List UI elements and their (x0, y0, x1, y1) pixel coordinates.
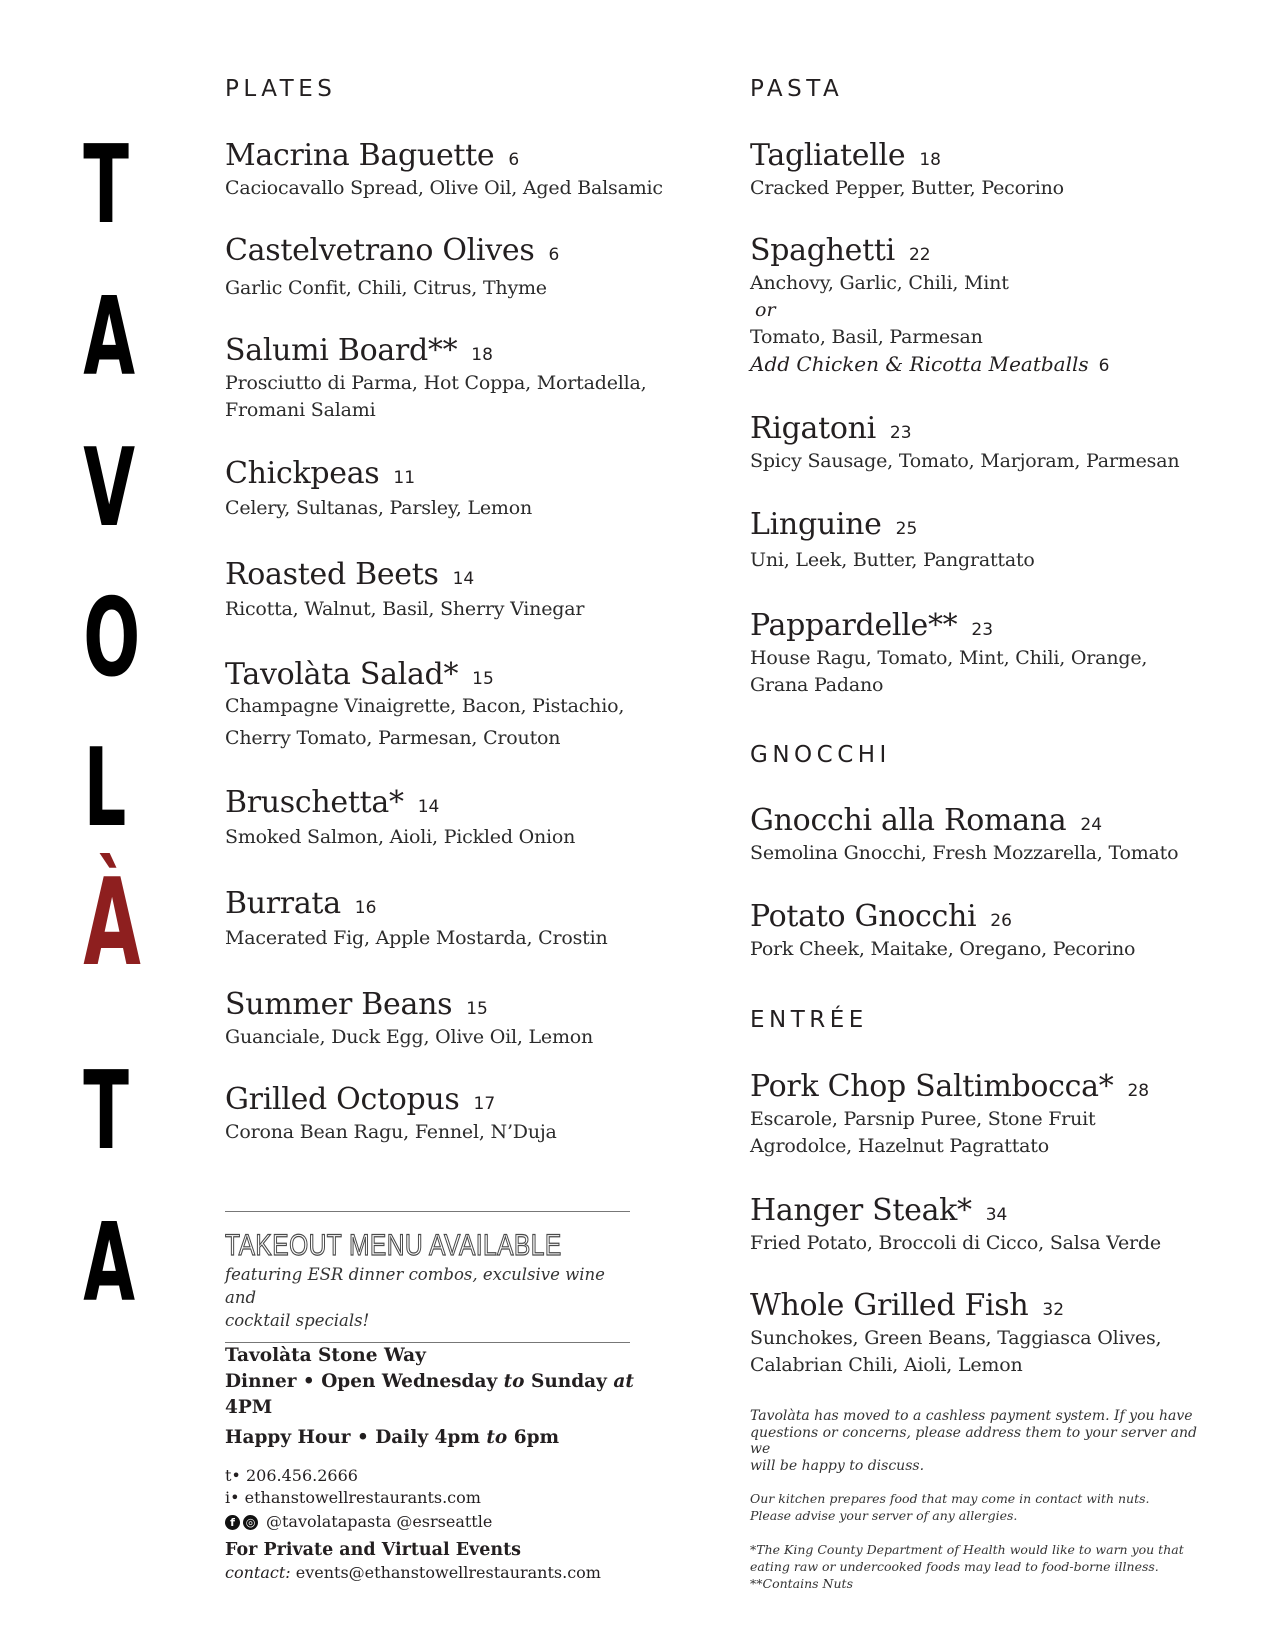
item-desc: Agrodolce, Hazelnut Pagrattato (750, 1135, 1049, 1157)
gnocchi-heading: GNOCCHI (750, 742, 891, 768)
menu-notes (750, 1408, 1210, 1592)
item-desc: Macerated Fig, Apple Mostarda, Crostin (225, 927, 608, 949)
item-desc: Smoked Salmon, Aioli, Pickled Onion (225, 826, 576, 848)
item-price: 15 (472, 669, 494, 689)
item-desc: Tomato, Basil, Parmesan (750, 326, 983, 348)
item-name: Macrina Baguette (225, 138, 495, 173)
menu-item (750, 803, 1230, 867)
events-title: For Private and Virtual Events (225, 1540, 522, 1560)
item-desc: Semolina Gnocchi, Fresh Mozzarella, Tomato (750, 842, 1179, 864)
item-price: 17 (473, 1094, 496, 1114)
item-desc: Cherry Tomato, Parmesan, Crouton (225, 727, 561, 749)
logo-letter: V (83, 426, 136, 551)
item-desc: Grana Padano (750, 674, 884, 696)
item-desc: Ricotta, Walnut, Basil, Sherry Vinegar (225, 598, 585, 620)
logo-letter: A (83, 1201, 136, 1326)
item-desc: Anchovy, Garlic, Chili, Mint (750, 272, 1009, 294)
item-name: Castelvetrano Olives (225, 233, 535, 268)
menu-item (225, 333, 705, 424)
item-or: or (755, 299, 776, 321)
item-name: Whole Grilled Fish (750, 1288, 1029, 1323)
menu-item (225, 785, 705, 851)
item-name: Salumi Board** (225, 333, 458, 368)
item-price: 34 (985, 1205, 1008, 1225)
logo-letter: O (83, 576, 141, 701)
item-name: Rigatoni (750, 411, 876, 446)
item-name: Burrata (225, 886, 341, 921)
menu-item (750, 507, 1230, 574)
health-warning: eating raw or undercooked foods may lead to food-borne illness. (750, 1559, 1159, 1574)
menu-item (750, 1193, 1230, 1257)
item-desc: Guanciale, Duck Egg, Olive Oil, Lemon (225, 1026, 594, 1048)
dinner-hours: Dinner • Open Wednesday to Sunday at 4PM (225, 1371, 634, 1418)
logo-letter-accent: À (83, 854, 141, 993)
logo-letter: L (83, 726, 127, 851)
item-name: Linguine (750, 507, 882, 542)
item-desc: Spicy Sausage, Tomato, Marjoram, Parmesan (750, 450, 1180, 472)
item-desc: Prosciutto di Parma, Hot Coppa, Mortadella, (225, 372, 647, 394)
takeout-title: TAKEOUT MENU AVAILABLE (225, 1229, 562, 1262)
menu-item (225, 657, 705, 754)
item-price: 14 (417, 797, 440, 817)
instagram-icon[interactable]: ◎ (243, 1515, 258, 1530)
logo-letter: A (83, 275, 136, 400)
social-handles (225, 1511, 685, 1533)
item-price: 23 (889, 423, 912, 443)
menu-item (225, 1082, 705, 1146)
menu-item (225, 138, 705, 202)
menu-item (225, 987, 705, 1051)
item-name: Bruschetta* (225, 785, 404, 820)
takeout-sub-line: cocktail specials! (225, 1311, 370, 1330)
cashless-note: questions or concerns, please address them to your server and we (750, 1424, 1197, 1457)
restaurant-info (225, 1343, 685, 1584)
events-contact: contact: events@ethanstowellrestaurants.com (225, 1563, 601, 1582)
phone-number: t• 206.456.2666 (225, 1466, 358, 1485)
social-text: @tavolatapasta @esrseattle (266, 1512, 493, 1531)
item-desc: Calabrian Chili, Aioli, Lemon (750, 1354, 1023, 1376)
item-price: 26 (990, 911, 1012, 931)
divider (225, 1211, 630, 1212)
item-price: 22 (908, 245, 931, 265)
item-desc: Escarole, Parsnip Puree, Stone Fruit (750, 1108, 1096, 1130)
item-price: 23 (971, 620, 994, 640)
item-price: 25 (895, 519, 918, 539)
menu-item (750, 1069, 1230, 1160)
pasta-heading: PASTA (750, 76, 844, 102)
location-name: Tavolàta Stone Way (225, 1345, 426, 1366)
item-desc: Caciocavallo Spread, Olive Oil, Aged Balsamic (225, 177, 663, 199)
item-desc: Pork Cheek, Maitake, Oregano, Pecorino (750, 938, 1136, 960)
takeout-subtitle (225, 1263, 630, 1332)
menu-item (750, 608, 1230, 699)
menu-item (225, 233, 705, 302)
item-name: Grilled Octopus (225, 1082, 460, 1117)
item-desc: Corona Bean Ragu, Fennel, N’Duja (225, 1121, 557, 1143)
item-price: 6 (548, 245, 560, 265)
item-name: Tavolàta Salad* (225, 657, 459, 692)
takeout-box (225, 1211, 630, 1343)
cashless-note: will be happy to discuss. (750, 1457, 925, 1474)
menu-item (750, 899, 1230, 963)
item-price: 28 (1127, 1081, 1150, 1101)
item-price: 24 (1080, 815, 1103, 835)
item-name: Pappardelle** (750, 608, 958, 643)
cashless-note: Tavolàta has moved to a cashless payment system. If you have (750, 1408, 1193, 1424)
facebook-icon[interactable]: f (225, 1515, 240, 1530)
logo-letter: T (83, 123, 129, 248)
menu-item (225, 886, 705, 952)
menu-item (225, 456, 705, 522)
item-desc: Sunchokes, Green Beans, Taggiasca Olives, (750, 1327, 1162, 1349)
item-price: 18 (919, 150, 941, 170)
menu-item (225, 557, 705, 623)
item-price: 11 (393, 468, 416, 488)
item-name: Gnocchi alla Romana (750, 803, 1067, 838)
item-name: Spaghetti (750, 233, 895, 268)
item-price: 18 (471, 345, 493, 365)
logo-letter: T (83, 1049, 129, 1174)
item-name: Hanger Steak* (750, 1193, 972, 1228)
item-desc: Fried Potato, Broccoli di Cicco, Salsa Verde (750, 1232, 1161, 1254)
item-addon: Add Chicken & Ricotta Meatballs 6 (750, 352, 1110, 376)
entree-heading: ENTRÉE (750, 1007, 868, 1033)
nut-warning: Please advise your server of any allergies. (750, 1508, 1018, 1523)
menu-item (750, 1288, 1230, 1379)
takeout-sub-line: featuring ESR dinner combos, exculsive wine and (225, 1265, 605, 1307)
item-price: 15 (466, 999, 488, 1019)
item-price: 32 (1042, 1300, 1065, 1320)
item-name: Pork Chop Saltimbocca* (750, 1069, 1114, 1104)
item-name: Summer Beans (225, 987, 453, 1022)
item-desc: Champagne Vinaigrette, Bacon, Pistachio, (225, 695, 625, 717)
item-desc: Fromani Salami (225, 399, 376, 421)
menu-item (750, 233, 1230, 380)
item-desc: Uni, Leek, Butter, Pangrattato (750, 549, 1035, 571)
plates-heading: PLATES (225, 76, 337, 102)
nut-warning: Our kitchen prepares food that may come in contact with nuts. (750, 1491, 1150, 1506)
item-desc: Celery, Sultanas, Parsley, Lemon (225, 497, 533, 519)
website-link[interactable]: i• ethanstowellrestaurants.com (225, 1488, 481, 1507)
item-desc: House Ragu, Tomato, Mint, Chili, Orange, (750, 647, 1148, 669)
item-desc: Garlic Confit, Chili, Citrus, Thyme (225, 277, 547, 299)
item-name: Chickpeas (225, 456, 380, 491)
item-price: 16 (354, 898, 377, 918)
health-warning: *The King County Department of Health would like to warn you that (750, 1542, 1184, 1557)
item-price: 14 (452, 569, 475, 589)
item-desc: Cracked Pepper, Butter, Pecorino (750, 177, 1064, 199)
menu-item (750, 138, 1230, 202)
item-name: Tagliatelle (750, 138, 906, 173)
menu-item (750, 411, 1230, 475)
item-name: Roasted Beets (225, 557, 439, 592)
contains-nuts-note: **Contains Nuts (750, 1576, 853, 1591)
item-name: Potato Gnocchi (750, 899, 977, 934)
item-price: 6 (508, 150, 520, 170)
events-email[interactable]: events@ethanstowellrestaurants.com (295, 1563, 601, 1582)
happy-hour: Happy Hour • Daily 4pm to 6pm (225, 1427, 560, 1448)
